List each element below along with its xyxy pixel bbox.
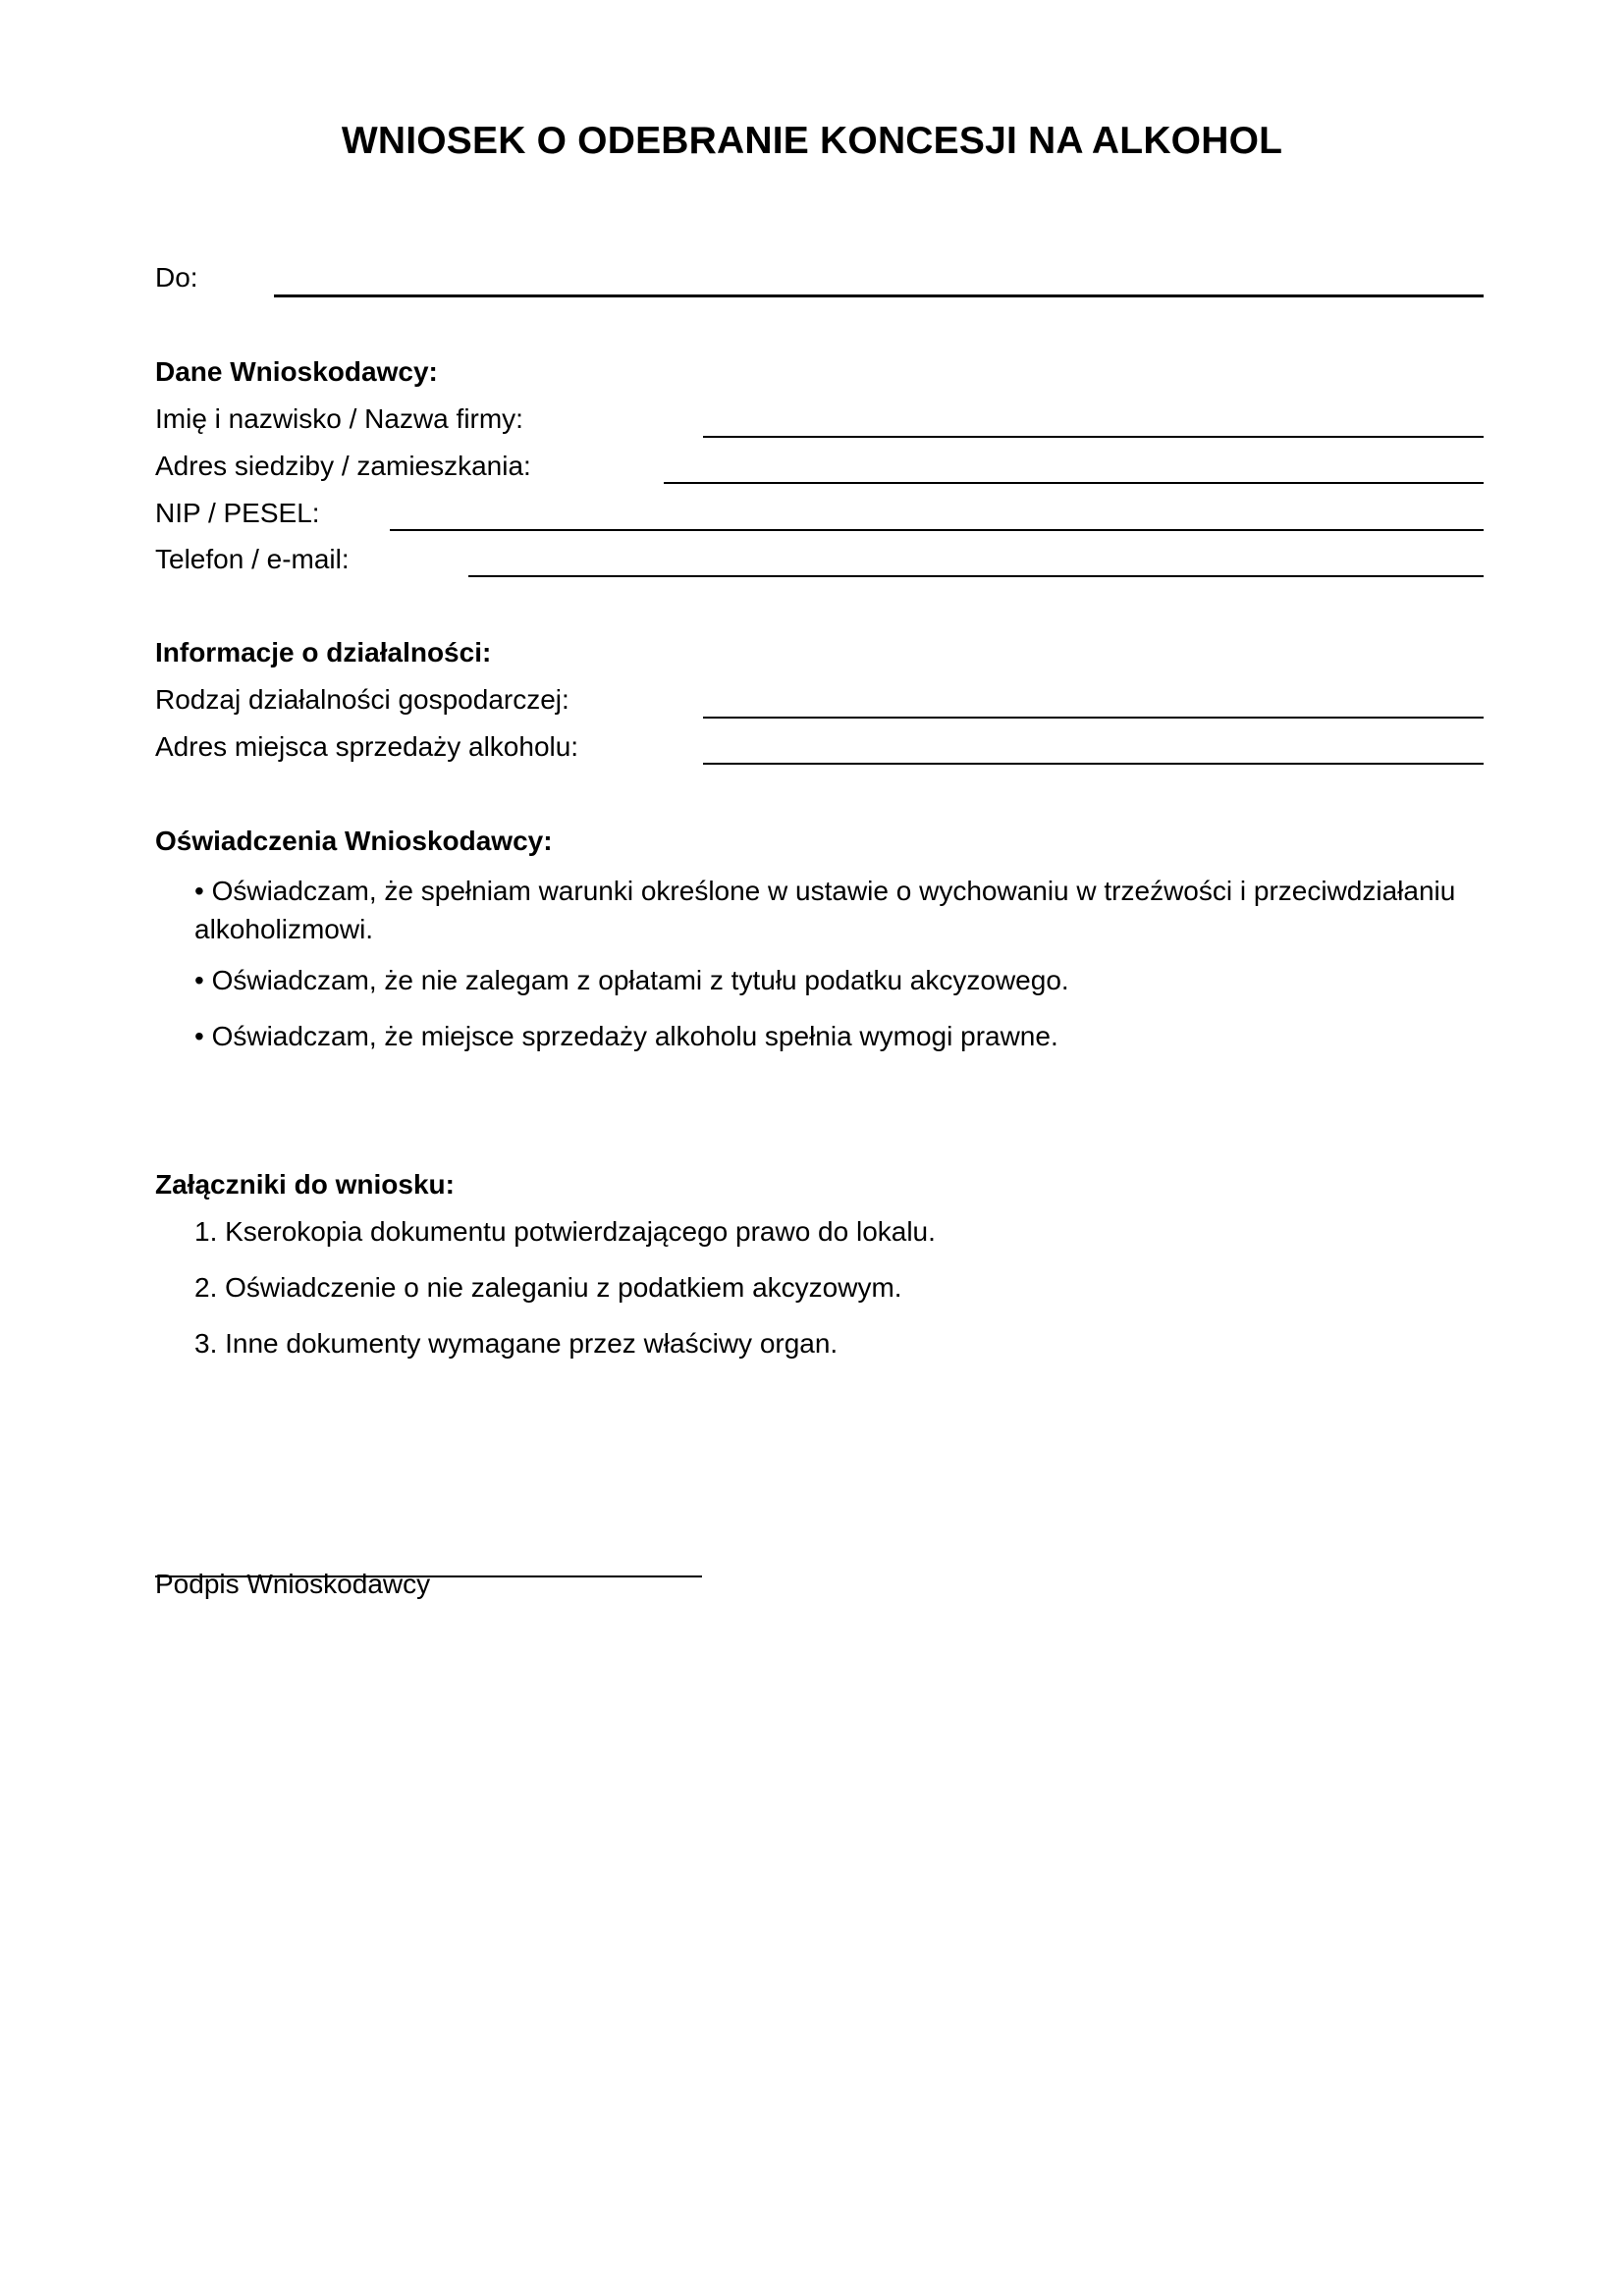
address-field-line[interactable] — [664, 482, 1484, 484]
attachment-item: 3. Inne dokumenty wymagane przez właściwy organ. — [194, 1328, 839, 1359]
business-type-field-line[interactable] — [703, 717, 1484, 719]
signature-label: Podpis Wnioskodawcy — [155, 1569, 431, 1599]
document-title: WNIOSEK O ODEBRANIE KONCESJI NA ALKOHOL — [341, 120, 1283, 162]
sales-address-field-line[interactable] — [703, 763, 1484, 765]
nip-field-line[interactable] — [390, 529, 1484, 531]
business-heading: Informacje o działalności: — [155, 637, 492, 667]
name-label: Imię i nazwisko / Nazwa firmy: — [155, 403, 523, 434]
contact-label: Telefon / e-mail: — [155, 544, 350, 574]
address-label: Adres siedziby / zamieszkania: — [155, 451, 531, 481]
declaration-item: • Oświadczam, że miejsce sprzedaży alkoholu spełnia wymogi prawne. — [194, 1021, 1058, 1051]
name-field-line[interactable] — [703, 436, 1484, 438]
attachment-item: 1. Kserokopia dokumentu potwierdzającego prawo do lokalu. — [194, 1216, 936, 1247]
declarations-heading: Oświadczenia Wnioskodawcy: — [155, 826, 553, 856]
signature-line[interactable] — [155, 1575, 702, 1577]
contact-field-line[interactable] — [468, 575, 1484, 577]
do-field-line[interactable] — [274, 294, 1484, 297]
nip-label: NIP / PESEL: — [155, 498, 320, 528]
declaration-item: • Oświadczam, że nie zalegam z opłatami z tytułu podatku akcyzowego. — [194, 965, 1069, 995]
attachments-heading: Załączniki do wniosku: — [155, 1169, 455, 1200]
applicant-heading: Dane Wnioskodawcy: — [155, 356, 438, 387]
business-type-label: Rodzaj działalności gospodarczej: — [155, 684, 569, 715]
declaration-item: • Oświadczam, że spełniam warunki określone w ustawie o wychowaniu w trzeźwości i przeciwdziałaniu alkoholizmowi. — [194, 876, 1456, 944]
attachment-item: 2. Oświadczenie o nie zaleganiu z podatkiem akcyzowym. — [194, 1272, 902, 1303]
do-label: Do: — [155, 262, 198, 293]
sales-address-label: Adres miejsca sprzedaży alkoholu: — [155, 731, 579, 762]
